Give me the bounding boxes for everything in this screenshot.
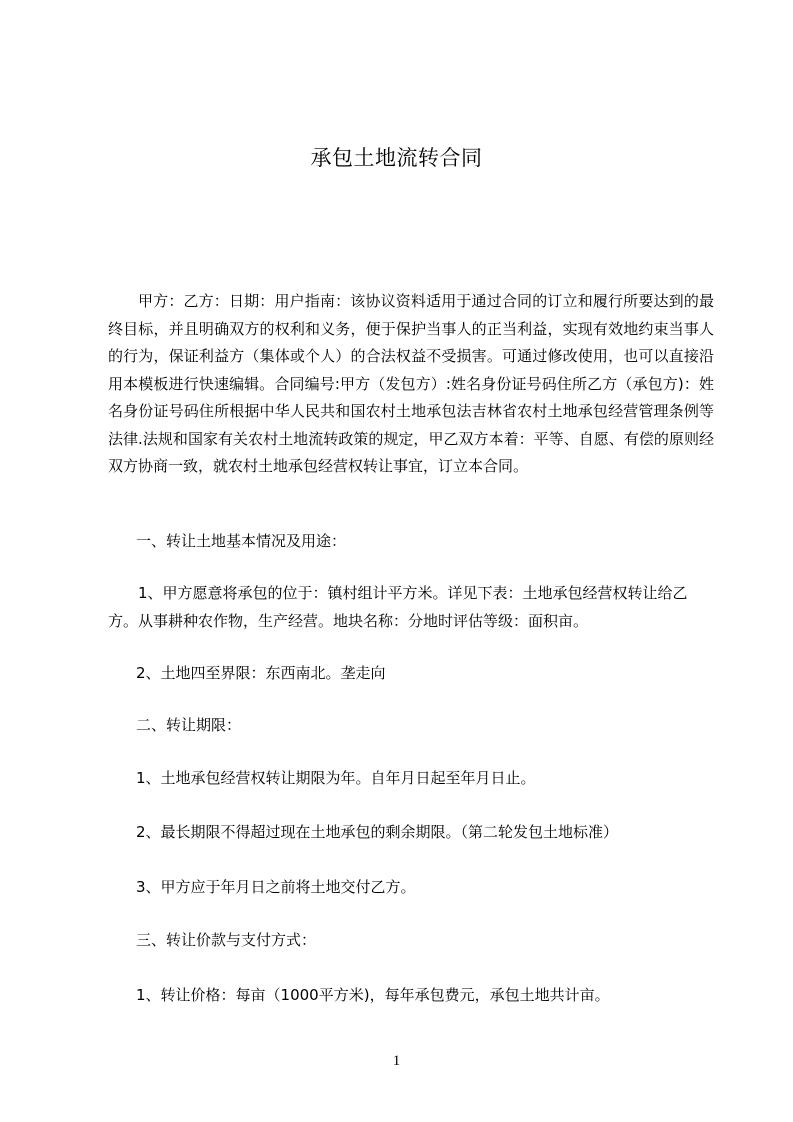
section-2-item-2: 2、最长期限不得超过现在土地承包的剩余期限。（第二轮发包土地标准） [136, 823, 619, 841]
section-1-item-2: 2、土地四至界限：东西南北。垄走向 [136, 664, 386, 682]
section-2-item-1: 1、土地承包经营权转让期限为年。自年月日起至年月日止。 [136, 769, 536, 787]
section-3-item-1: 1、转让价格：每亩（1000平方米)，每年承包费元，承包土地共计亩。 [136, 986, 610, 1004]
section-1-heading: 一、转让土地基本情况及用途： [136, 532, 347, 550]
section-3-heading: 三、转让价款与支付方式： [136, 931, 317, 949]
document-title: 承包土地流转合同 [310, 146, 483, 170]
page-number: 1 [392, 1053, 401, 1069]
section-2-item-3: 3、甲方应于年月日之前将土地交付乙方。 [136, 878, 416, 896]
intro-paragraph: 甲方：乙方：日期：用户指南：该协议资料适用于通过合同的订立和履行所要达到的最终目标，并且明确双方的权利和义务，便于保护当事人的正当利益，实现有效地约束当事人的行为，保证利益方（集体或个人）的合法权益不受损害。可通过修改使用，也可以直接沿用本模板进行快速编辑。合同编号:甲方（发包方）:姓名身份证号码住所乙方（承包方)：姓名身份证号码住所根据中华人民共和国农村土地承包法吉林省农村土地承包经营管理条例等法律.法规和国家有关农村土地流转政策的规定，甲乙双方本着：平等、自愿、有偿的原则经双方协商一致，就农村土地承包经营权转让事宜，订立本合同。 [108, 292, 714, 475]
section-2-heading: 二、转让期限： [136, 716, 242, 734]
section-1-item-1: 1、甲方愿意将承包的位于：镇村组计平方米。详见下表：土地承包经营权转让给乙方。从事耕种农作物，生产经营。地块名称：分地时评估等级：面积亩。 [108, 584, 688, 630]
